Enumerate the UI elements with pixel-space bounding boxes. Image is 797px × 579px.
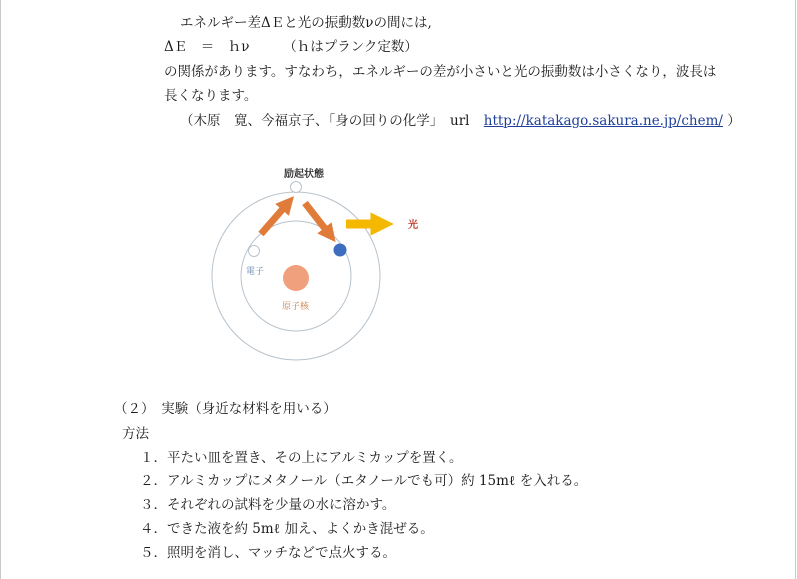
nucleus-label: 原子核 xyxy=(282,302,310,312)
electron-circle xyxy=(334,244,347,257)
ground-state-circle xyxy=(249,246,260,257)
method-step: １．平たい皿を置き、その上にアルミカップを置く。 xyxy=(140,450,463,466)
page-right-border xyxy=(795,0,796,579)
excited-state-circle xyxy=(291,182,302,193)
method-step: ３．それぞれの試料を少量の水に溶かす。 xyxy=(140,497,396,513)
citation-line xyxy=(180,112,741,130)
nucleus-circle xyxy=(283,265,309,291)
section-heading: （２） 実験（身近な材料を用いる） xyxy=(114,401,337,417)
relaxation-arrow xyxy=(305,203,330,235)
paragraph-line-1: エネルギー差ΔＥと光の振動数νの間には, xyxy=(180,15,432,31)
citation-prefix: （木原 寛、今福京子、「身の回りの化学」 url xyxy=(180,113,470,129)
citation-url-link[interactable]: http://katakago.sakura.ne.jp/chem/ xyxy=(483,113,723,129)
method-step: ４．できた液を約 5mℓ 加え、よくかき混ぜる。 xyxy=(140,521,434,537)
page-left-border xyxy=(0,0,1,579)
formula-line: ΔＥ ＝ ｈν （ｈはプランク定数） xyxy=(164,39,418,55)
excited-state-label: 励起状態 xyxy=(284,169,324,180)
atom-diagram-svg xyxy=(200,158,440,373)
citation-suffix: ） xyxy=(727,113,741,129)
paragraph-line-4: 長くなります。 xyxy=(164,88,258,104)
atom-energy-diagram xyxy=(200,158,440,373)
excitation-arrow xyxy=(261,203,288,234)
light-label: 光 xyxy=(408,220,418,231)
method-label: 方法 xyxy=(122,426,149,442)
electron-label: 電子 xyxy=(246,267,265,277)
paragraph-line-3: の関係があります。すなわち，エネルギーの差が小さいと光の振動数は小さくなり，波長は xyxy=(164,64,717,80)
method-step: ２．アルミカップにメタノール（エタノールでも可）約 15mℓ を入れる。 xyxy=(140,473,588,489)
method-step: ５．照明を消し、マッチなどで点火する。 xyxy=(140,545,396,561)
